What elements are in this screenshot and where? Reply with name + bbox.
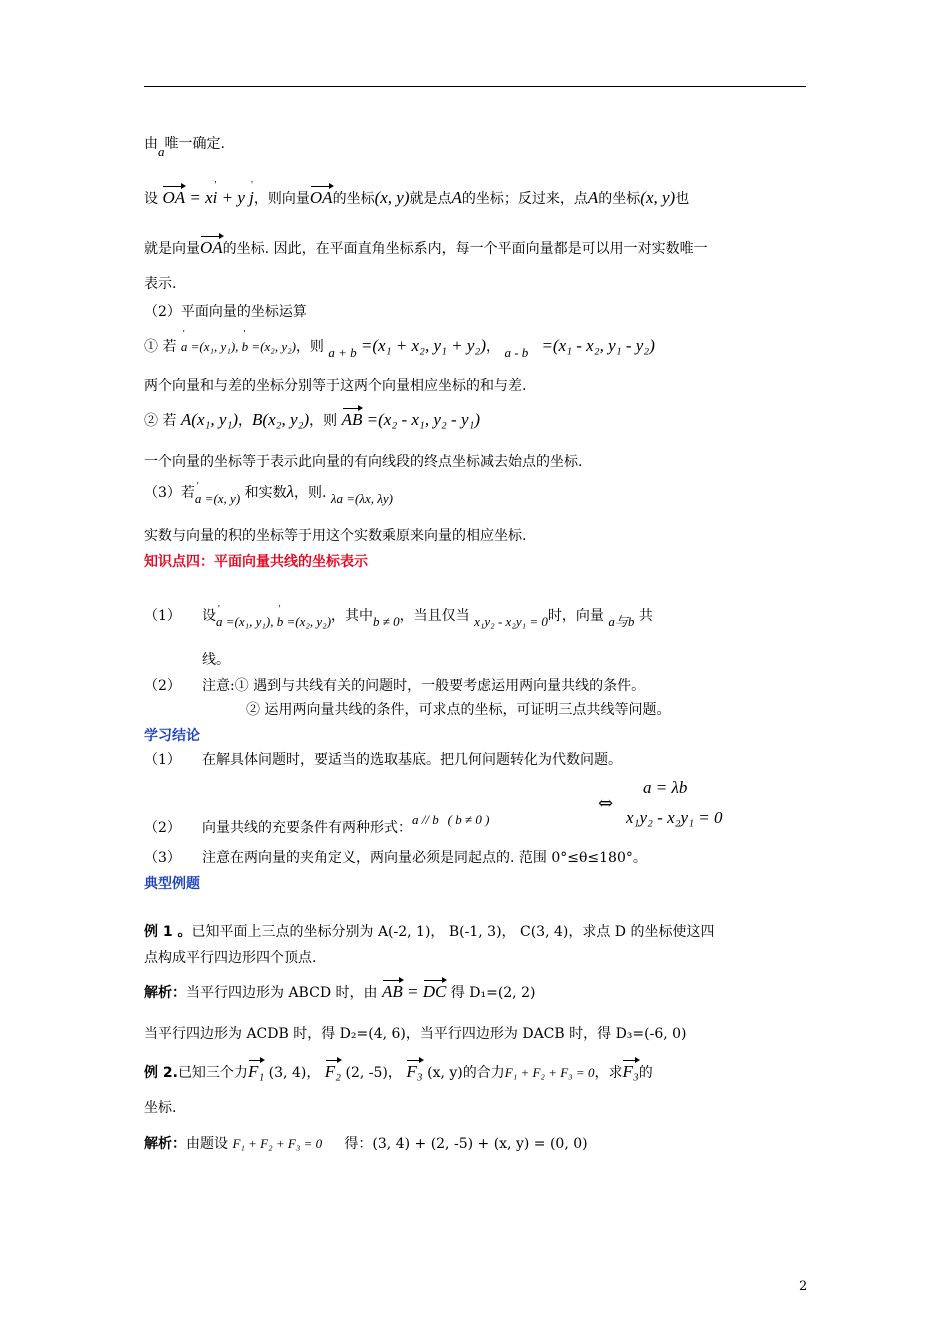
conclusion-2-text: 向量共线的充要条件有两种形式：a // b ( b ≠ 0 ) (202, 812, 490, 836)
header-rule (144, 86, 806, 87)
example-1-solution-cont: 当平行四边形为 ACDB 时，得 D₂=(4, 6)，当平行四边形为 DACB 时，得 D₃=(-6, 0) (144, 1026, 687, 1042)
section-coord-ops: （2）平面向量的坐标运算 (144, 304, 307, 320)
collinear-2-text1: 注意:① 遇到与共线有关的问题时，一般要考虑运用两向量共线的条件。 (202, 678, 646, 694)
example-2: 例 2.已知三个力F₁ (3, 4)， F₂ (2, -5)， F₃ (x, y)的合力F₁ + F₂ + F₃ = 0，求F₃的 (144, 1062, 653, 1081)
conclusion-2-label: （2） (144, 820, 181, 836)
collinear-1-cont: 线。 (202, 652, 230, 668)
paragraph-scalar: 实数与向量的积的坐标等于用这个实数乘原来向量的相应坐标. (144, 528, 527, 544)
vector-oa: OA (162, 188, 186, 207)
rule-scalar: （3）若' a =(x, y) 和实数λ，则. λa =(λx, λy) (144, 482, 393, 503)
collinear-form-bottom: x₁y₂ - x₂y₁ = 0 (626, 808, 723, 827)
heading-examples: 典型例题 (144, 876, 200, 892)
rule-sum-diff: ① 若 ' a =(x₁, y₁), ' b =(x₂, y₂)，则 a + b =(x₁ + x₂, y₁ + y₂)， a - b =(x₁ - x₂, y₁ - y₂) (144, 336, 655, 357)
example-2-solution: 解析：由题设 F₁ + F₂ + F₃ = 0 得：(3, 4) + (2, -5) + (x, y) = (0, 0) (144, 1136, 588, 1152)
iff-symbol: ⇔ (598, 793, 614, 814)
collinear-form-top: a = λb (643, 778, 688, 797)
example-2-cont: 坐标. (144, 1100, 177, 1116)
conclusion-1-text: 在解具体问题时，要适当的选取基底。把几何问题转化为代数问题。 (202, 752, 622, 768)
example-1-solution: 解析：当平行四边形为 ABCD 时，由 AB = DC 得 D₁=(2, 2) (144, 982, 536, 1001)
rule-ab: ② 若 A(x₁, y₁)，B(x₂, y₂)，则 AB =(x₂ - x₁, y₂ - y₁) (144, 410, 481, 429)
collinear-1-label: （1） (144, 608, 181, 624)
collinear-1-text: 设' a =(x₁, y₁), ' b =(x₂, y₂)，其中b ≠ 0，当且仅当 x₁y₂ - x₂y₁ = 0时，向量 a与b 共 (202, 606, 653, 626)
paragraph-unique: 由a唯一确定. (144, 136, 225, 159)
heading-conclusions: 学习结论 (144, 728, 200, 744)
page-number: 2 (799, 1279, 808, 1294)
paragraph-oa-conclusion: 就是向量OA的坐标. 因此，在平面直角坐标系内，每一个平面向量都是可以用一对实数唯一 (144, 238, 708, 257)
collinear-2-text2: ② 运用两向量共线的条件，可求点的坐标，可证明三点共线等问题。 (246, 702, 671, 718)
paragraph-biaoshi: 表示. (144, 276, 177, 292)
heading-knowledge-4: 知识点四：平面向量共线的坐标表示 (144, 554, 368, 570)
example-1-cont: 点构成平行四边形四个顶点. (144, 950, 317, 966)
paragraph-oa-coord: 设 OA = x' i + y ' j，则向量OA的坐标(x, y)就是点A的坐标；反过来，点A的坐标(x, y)也 (144, 188, 689, 209)
paragraph-ab-coord: 一个向量的坐标等于表示此向量的有向线段的终点坐标减去始点的坐标. (144, 454, 583, 470)
example-1: 例 1 。已知平面上三点的坐标分别为 A(-2, 1)， B(-1, 3)， C(3, 4)，求点 D 的坐标使这四 (144, 924, 715, 940)
paragraph-sum-diff: 两个向量和与差的坐标分别等于这两个向量相应坐标的和与差. (144, 378, 527, 394)
collinear-2-label: （2） (144, 678, 181, 694)
conclusion-1-label: （1） (144, 752, 181, 768)
conclusion-3-text: 注意在两向量的夹角定义，两向量必须是同起点的. 范围 0°≤θ≤180°。 (202, 850, 647, 866)
conclusion-3-label: （3） (144, 850, 181, 866)
